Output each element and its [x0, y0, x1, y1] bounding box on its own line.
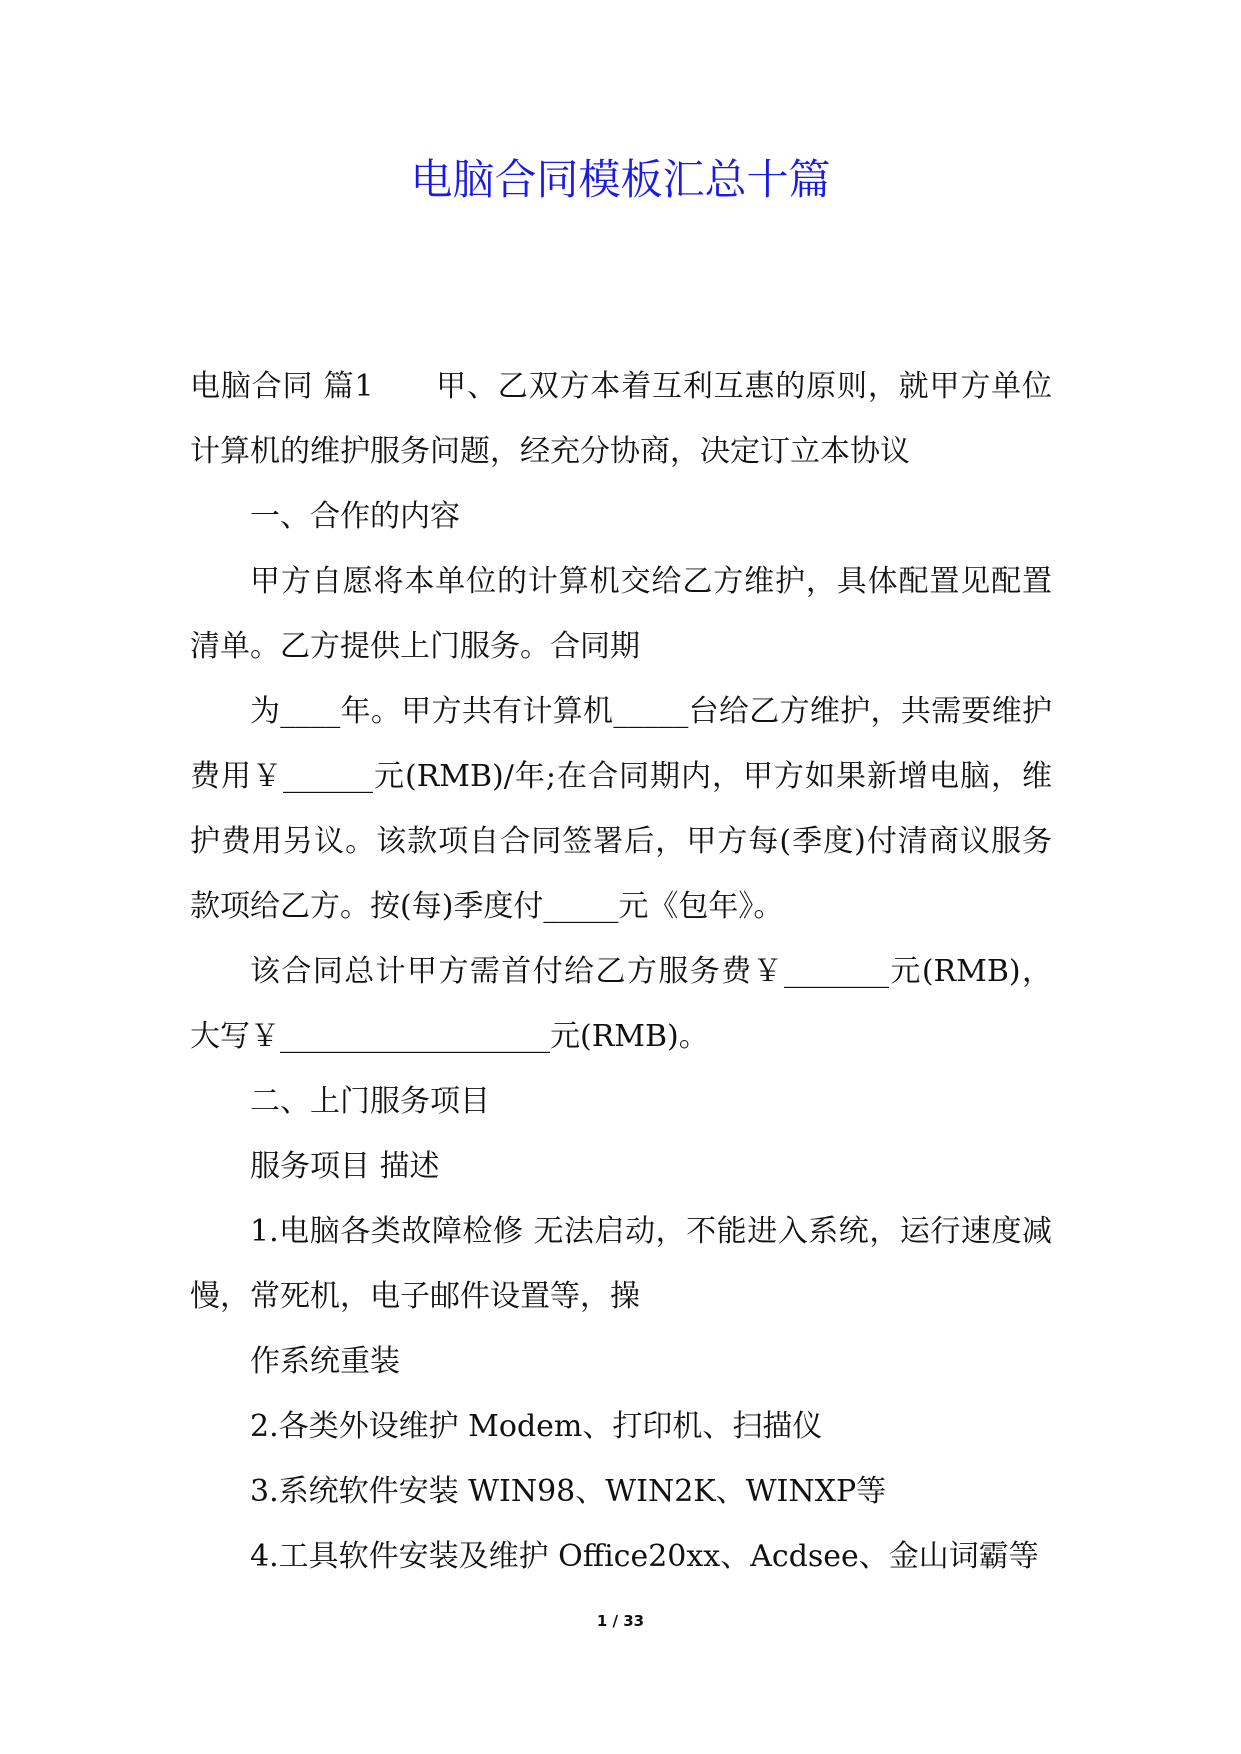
paragraph-intro: 电脑合同 篇1 甲、乙双方本着互利互惠的原则，就甲方单位计算机的维护服务问题，经充分协商，决定订立本协议	[190, 369, 1052, 469]
page-number: 1 / 33	[596, 1612, 645, 1630]
paragraph-fees: 为____年。甲方共有计算机_____台给乙方维护，共需要维护费用￥______元(RMB)/年;在合同期内，甲方如果新增电脑，维护费用另议。该款项自合同签署后，甲方每(季度)付清商议服务款项给乙方。按(每)季度付_____元《包年》。	[190, 694, 1052, 924]
section-heading-cooperation: 一、合作的内容	[250, 499, 460, 534]
service-item-2: 2.各类外设维护 Modem、打印机、扫描仪	[250, 1409, 823, 1444]
service-item-1: 1.电脑各类故障检修 无法启动，不能进入系统，运行速度减慢，常死机，电子邮件设置等，操	[190, 1214, 1052, 1314]
document-body	[190, 354, 1052, 1589]
service-item-1-continued: 作系统重装	[250, 1344, 400, 1379]
service-item-4: 4.工具软件安装及维护 Office20xx、Acdsee、金山词霸等	[250, 1539, 1039, 1574]
paragraph-cooperation: 甲方自愿将本单位的计算机交给乙方维护，具体配置见配置清单。乙方提供上门服务。合同期	[190, 564, 1052, 664]
page-title: 电脑合同模板汇总十篇	[410, 155, 831, 204]
section-heading-services: 二、上门服务项目	[250, 1084, 490, 1119]
service-item-3: 3.系统软件安装 WIN98、WIN2K、WINXP等	[250, 1474, 887, 1509]
paragraph-total: 该合同总计甲方需首付给乙方服务费￥_______元(RMB)，大写￥__________________元(RMB)。	[190, 954, 1052, 1054]
service-table-header: 服务项目 描述	[250, 1149, 440, 1184]
